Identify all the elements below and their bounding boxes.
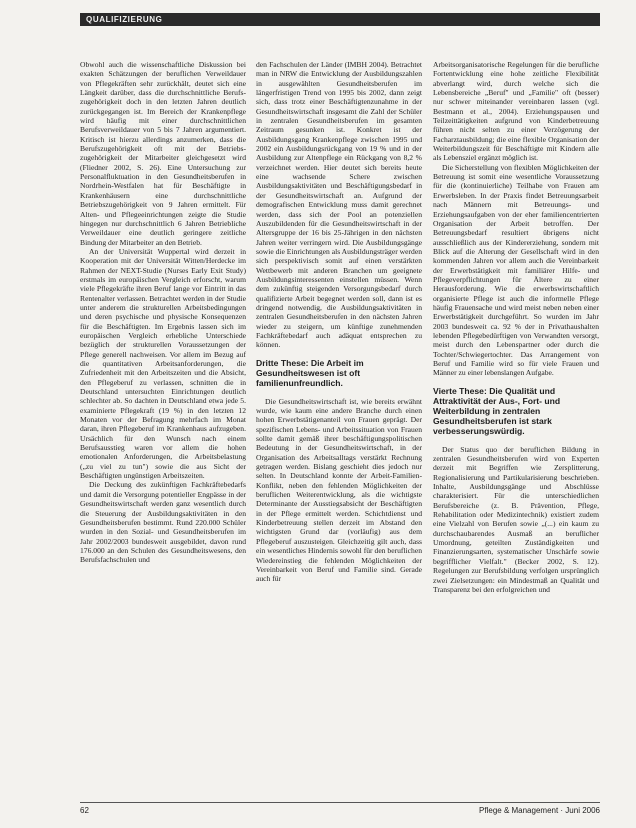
paragraph: Obwohl auch die wissenschaftliche Diskussion bei exakten Schätzungen der beruflichen Verweildauer von Pflegekräften sehr zurückhält, deutet sich eine Längkeit darüber, dass die durchschnittliche Berufs-zugehörigkeit doch in den letzten Jahren deutlich zurückgegangen ist. Im Bereich der Krankenpflege wird häufig mit einer durchschnittlichen Berufsverweildauer von 5 bis 7 Jahren argumentiert. Kritisch ist hierzu allerdings anzumerken, dass die Berufszugehörigkeit oft mit der Betriebs-zugehörigkeit der Mitarbeiter gleichgesetzt wird (Fliedner 2002, S. 26). Eine Untersuchung zur Personalfluktuation in den Gesundheitsberufen in Nordrhein-Westfalen hat für Beschäftigte in Krankenhäusern eine durchschnittliche Betriebszugehörigkeit von 9 Jahren ermittelt. Für Alten- und Pflegeeinrichtungen zeigte die Studie hingegen nur durchschnittlich 6 Jahren Betriebliche Verweildauer eine deutlich geringere zeitliche Bindung der Mitarbeiter an den Betrieb. bbox=[80, 60, 246, 247]
paragraph: Arbeitsorganisatorische Regelungen für die berufliche Fortentwicklung eine hohe zeitliche Flexibilität abverlangt wird, durch welche sich die Lebensbereiche „Beruf" und „Familie" oft (besser) nur schwer miteinander vereinbaren lassen (vgl. Bestmann et al., 2004). Erziehungspausen und Teilzeittätigkeiten aufgrund von Kinderbetreuung führen nicht selten zu einer Verzögerung der Facharztausbildung; die eine flexible Organisation der Weiterbildungszeit für Beschäftigte mit Kindern alle als Lebensziel ergänzt möglich ist. bbox=[433, 60, 599, 163]
section-header-bar bbox=[80, 13, 600, 26]
paragraph: den Fachschulen der Länder (IMBH 2004). Betrachtet man in NRW die Entwicklung der Ausbildungszahlen in ausgewählten Gesundheitsberufen im längerfristigen Trend von 1995 bis 2002, dann zeigt sich, dass trotz einer Beschäftigtenzunahme in der Gesundheitswirtschaft insgesamt die Zahl der Schüler in zentralen Gesundheitsberufen im gesamten Zeitraum gesunken ist. Konkret ist der Ausbildungsgang Krankenpflege zwischen 1995 und 2002 ein Ausbildungsrückgang von 19 % und in der Ausbildung zur Altenpflege ein Rückgang von 8,2 % verzeichnet werden. Hier deutet sich bereits heute eine wachsende Schere zwischen Ausbildungsaktivitäten und Beschäftigungsbedarf in der Gesundheitswirtschaft an. Aufgrund der demografischen Entwicklung muss damit gerechnet werden, dass sich der Pool an potenziellen Auszubildenden für die Gesundheitswirtschaft in der Altersgruppe der 16 bis 25-Jährigen in den nächsten Jahren weiter verringern wird. Die Ausbildungsgänge sowie die Einrichtungen als Ausbildungsträger werden sich perspektivisch somit auf einen verstärkten Wettbewerb mit anderen Branchen um geeignete Ausbildungsinteressenten einstellen müssen. Wenn dem zukünftig steigenden Versorgungsbedarf durch qualifizierte Arbeit begegnet werden soll, dann ist es dringend notwendig, die Ausbildungsaktivitäten in zentralen Gesundheitsberufen in den nächsten Jahren wieder zu steigern, um künftige zunehmenden Fachkräftebedarf auch adäquat entsprechen zu können. bbox=[256, 60, 422, 350]
paragraph: Die Gesundheitswirtschaft ist, wie bereits erwähnt wurde, wie kaum eine andere Branche durch einen hohen Erwerbstätigenanteil von Frauen geprägt. Der spezifischen Lebens- und Arbeitssituation von Frauen sollte damit gemäß ihrer beschäftigungspolitischen Bedeutung in der Gesundheitswirtschaft, in der Organisation des Arbeitsalltags verstärkt Rechnung getragen werden. Bislang geschieht dies jedoch nur selten. In Deutschland konnte der Arbeit-Familien-Konflikt, neben den fehlenden Möglichkeiten der beruflichen Weiterentwicklung, als die wichtigste Determinante der Ausstiegsabsicht der Beschäftigten in der Pflege ermittelt werden. Schichtdienst und Kinderbetreuung stellen derzeit im Abstand den wichtigsten Grund dar (vorläufig) aus dem Pflegeberuf auszusteigen. Gleichzeitig gilt auch, dass ein wesentliches Hindernis sowohl für den beruflichen Wiedereinstieg die fehlenden Möglichkeiten der Vereinbarkeit von Beruf und Familie sind. Gerade auch für bbox=[256, 396, 422, 584]
section-heading-fourth-thesis: Vierte These: Die Qualität und Attraktivität der Aus-, Fort- und Weiterbildung in zentralen Gesundheitsberufen ist stark verbesserungswürdig. bbox=[433, 385, 561, 436]
section-heading-third-thesis: Dritte These: Die Arbeit im Gesundheitswesen ist oft familienunfreundlich. bbox=[256, 357, 364, 388]
paragraph: Die Deckung des zukünftigen Fachkräftebedarfs und damit die Versorgung potentieller Engpässe in der Gesundheitswirtschaft werden ganz wesentlich durch die Steuerung der Ausbildungsaktivitäten in den Gesundheitsberufen bestimmt. Rund 220.000 Schüler wurden in den Sozial- und Gesundheitsberufen im Jahr 2002/2003 bundesweit ausgebildet, davon rund 176.000 an den Schulen des Gesundheitswesens, den Berufsfachschulen und bbox=[80, 480, 246, 565]
page-number: 62 bbox=[80, 806, 89, 815]
section-header-label: QUALIFIZIERUNG bbox=[86, 15, 163, 24]
paragraph: Der Status quo der beruflichen Bildung in zentralen Gesundheitsberufen wird von Experten derzeit mit Begriffen wie Zersplitterung, Regionalisierung und Partikularisierung beschrieben. Inhalte, Ausbildungsgänge und Abschlüsse charakterisiert. Für die unterschiedlichen Berufsbereiche (z. B. Prävention, Pflege, Rehabilitation oder Medizintechnik) existiert zudem eine Vielzahl von Berufen sowie „(...) ein kaum zu durchschaubarendes Ausmaß an beruflicher Umordnung, geteilten Zuständigkeiten und Finanzierungsarten, systematischer Unschärfe sowie begrifflicher Vielfalt." (Becker 2002, S. 12). Regelungen zur Berufsbildung verfolgen ursprünglich zwei Zielsetzungen: ein Mindestmaß an Qualität und Transparenz bei den erfolgreichen und bbox=[433, 444, 599, 594]
text-column-3 bbox=[433, 60, 599, 594]
footer-rule bbox=[80, 802, 600, 803]
text-column-1 bbox=[80, 60, 246, 565]
paragraph: Die Sicherstellung von flexiblen Möglichkeiten der Betreuung ist somit eine wesentliche Voraussetzung für die (kontinuierliche) Teilhabe von Frauen am Erwerbsleben. In der Praxis findet Betreuungsarbeit nach Männern mit Betreuungs- und Erziehungsaufgaben von der eher familiencentrierten Organisation der Arbeit betroffen. Der Betreuungsbedarf resultiert übrigens nicht ausschließlich aus der Kindererziehung, sondern mit Blick auf die Alterung der Gesellschaft wird in den kommenden Jahren vor allem auch die Vereinbarkeit der Erwerbstätigkeit mit familiärer Hilfe- und Pflegeverpflichtungen für Ältere zu einer Herausforderung. Wie die erwerbswirtschaftlich organisierte Pflege ist auch die informelle Pflege häufig Frauensache und wird meist neben neben einer Erwerbstätigkeit durchgeführt. So wurden im Jahr 2003 bundesweit ca. 92 % der in Privathaushalten lebenden Pflegebedürftigen von Verwandten versorgt, meist durch den Lebenspartner oder durch die Tochter/Schwiegertochter. Das Arrangement von Beruf und Familie wird so für viele Frauen und Männer zu einer lebenslangen Aufgabe. bbox=[433, 162, 599, 378]
paragraph: An der Universität Wuppertal wird derzeit in Kooperation mit der Universität Witten/Herdecke im Rahmen der NEXT-Studie (Nurses Early Exit Study) erstmals im europäischen Vergleich erforscht, warum viele Pflegekräfte ihren Beruf lange vor Eintritt in das Rentenalter verlassen. Betrachtet werden in der Studie unter anderem die strukturellen Arbeitsbedingungen und deren psychische und physische Konsequenzen für die Beschäftigten. Im Ergebnis lassen sich im europäischen Vergleich erhebliche Unterschiede bezüglich der strukturellen Voraussetzungen der Pflege generell nachweisen. Vor allem im Bezug auf die quantitativen Arbeitsanforderungen, die Zufriedenheit mit den Arbeitszeiten und die Absicht, den Pflegeberuf zu verlassen, schnitten die in Deutschland untersuchten Einrichtungen deutlich schlechter ab. So dachten in Deutschland etwa jede 5. examinierte Pflegekraft (19 %) in den letzten 12 Monaten vor der Befragung mehrfach im Monat daran, ihren Pflegeberuf im Krankenhaus aufzugeben. Ursächlich für den Wunsch nach einem Berufsausstieg waren vor allem die hohen emotionalen Anforderungen, die Arbeitsbelastung („zu viel zu tun") sowie die aus Sicht der Beschäftigten ungünstigen Arbeitszeiten. bbox=[80, 246, 246, 481]
journal-footer: Pflege & Management · Juni 2006 bbox=[479, 806, 600, 815]
text-column-2 bbox=[256, 60, 422, 584]
